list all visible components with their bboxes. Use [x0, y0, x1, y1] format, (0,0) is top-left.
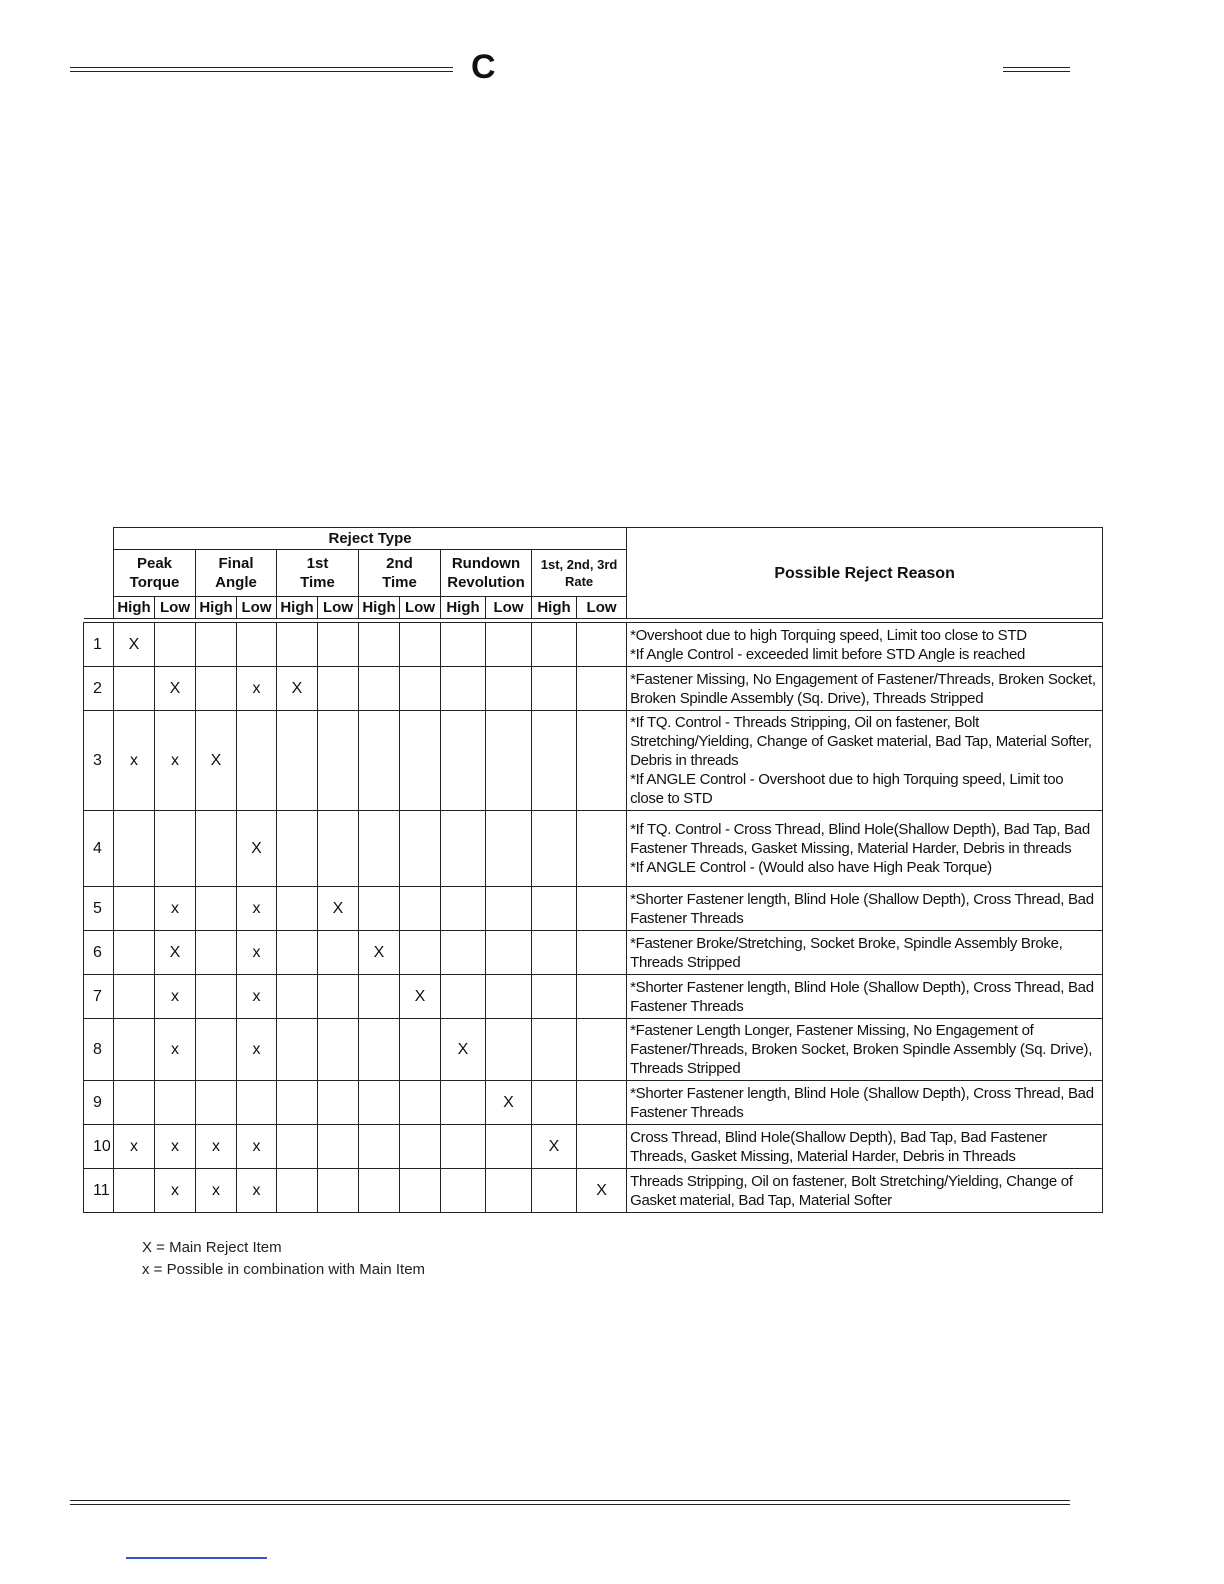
reject-mark-cell	[577, 667, 627, 711]
reject-mark-cell	[532, 975, 577, 1019]
reject-mark-cell	[277, 887, 318, 931]
sub-header-high: High	[196, 597, 237, 619]
row-number: 10	[84, 1125, 114, 1169]
reject-mark-cell	[400, 1081, 441, 1125]
reject-reason-text: *Overshoot due to high Torquing speed, Limit too close to STD *If Angle Control - exceeded limit before STD Angle is reached	[630, 626, 1027, 663]
reject-reason-text: *If TQ. Control - Cross Thread, Blind Hole(Shallow Depth), Bad Tap, Bad Fastener Threads, Gasket Missing, Material Harder, Debris in threads *If ANGLE Control - (Would also have High Peak Torque)	[630, 821, 1090, 876]
reject-reason-text: *Fastener Broke/Stretching, Socket Broke, Spindle Assembly Broke, Threads Stripped	[630, 934, 1063, 971]
sub-header-low: Low	[486, 597, 532, 619]
table-row	[84, 1081, 1103, 1125]
reject-type-header: Reject Type	[114, 528, 627, 550]
reject-mark-cell	[196, 1019, 237, 1081]
reject-reason-text: *Shorter Fastener length, Blind Hole (Shallow Depth), Cross Thread, Bad Fastener Threads	[630, 978, 1094, 1015]
reject-mark-cell: X	[114, 623, 155, 667]
reject-mark-cell: x	[114, 1125, 155, 1169]
reject-mark-cell	[532, 931, 577, 975]
reject-mark-cell: x	[237, 1169, 277, 1213]
reject-reason-cell	[627, 931, 1103, 975]
group-header: 1st Time	[277, 550, 359, 597]
reject-mark-cell	[532, 667, 577, 711]
reject-mark-cell	[196, 667, 237, 711]
sub-header-low: Low	[237, 597, 277, 619]
legend	[142, 1237, 425, 1281]
reject-mark-cell	[237, 1081, 277, 1125]
reject-reason-text: Cross Thread, Blind Hole(Shallow Depth), Bad Tap, Bad Fastener Threads, Gasket Missing, Material Harder, Debris in Threads	[630, 1128, 1047, 1165]
sub-header-high: High	[532, 597, 577, 619]
reject-mark-cell	[400, 711, 441, 811]
reject-mark-cell	[359, 623, 400, 667]
reject-mark-cell	[400, 667, 441, 711]
reject-mark-cell	[577, 711, 627, 811]
reject-mark-cell	[155, 623, 196, 667]
group-header: 1st, 2nd, 3rd Rate	[532, 550, 627, 597]
sub-header-high: High	[359, 597, 400, 619]
reject-mark-cell	[318, 711, 359, 811]
reject-mark-cell	[318, 1169, 359, 1213]
reject-mark-cell	[114, 975, 155, 1019]
reject-mark-cell: x	[196, 1169, 237, 1213]
reject-mark-cell: x	[155, 711, 196, 811]
legend-main-item: X = Main Reject Item	[142, 1239, 282, 1256]
reject-mark-cell	[277, 811, 318, 887]
header-rule-right	[1003, 67, 1070, 72]
reject-mark-cell: x	[155, 975, 196, 1019]
reject-mark-cell	[318, 667, 359, 711]
reject-mark-cell	[400, 887, 441, 931]
reject-mark-cell	[277, 1081, 318, 1125]
table-row	[84, 975, 1103, 1019]
reject-mark-cell	[277, 1125, 318, 1169]
reject-mark-cell	[441, 811, 486, 887]
reject-mark-cell	[577, 887, 627, 931]
reject-mark-cell	[441, 1125, 486, 1169]
sub-header-low: Low	[155, 597, 196, 619]
table-row	[84, 623, 1103, 667]
reject-mark-cell	[318, 623, 359, 667]
row-number: 3	[84, 711, 114, 811]
reject-mark-cell	[114, 1169, 155, 1213]
reject-mark-cell	[400, 623, 441, 667]
reject-mark-cell	[441, 623, 486, 667]
row-number: 2	[84, 667, 114, 711]
row-number: 7	[84, 975, 114, 1019]
reject-mark-cell	[277, 931, 318, 975]
reject-reason-cell	[627, 811, 1103, 887]
reject-reason-text: *Shorter Fastener length, Blind Hole (Shallow Depth), Cross Thread, Bad Fastener Threads	[630, 1084, 1094, 1121]
reject-mark-cell	[196, 931, 237, 975]
reject-mark-cell	[441, 1169, 486, 1213]
reject-mark-cell	[486, 1169, 532, 1213]
reject-mark-cell: x	[237, 931, 277, 975]
reject-mark-cell: X	[441, 1019, 486, 1081]
reject-mark-cell	[441, 1081, 486, 1125]
reject-mark-cell	[155, 811, 196, 887]
reject-mark-cell: x	[237, 667, 277, 711]
reject-mark-cell: X	[155, 931, 196, 975]
row-number: 11	[84, 1169, 114, 1213]
reject-mark-cell: x	[237, 975, 277, 1019]
reject-mark-cell: X	[277, 667, 318, 711]
reject-mark-cell	[277, 623, 318, 667]
reject-reason-text: *Fastener Missing, No Engagement of Fastener/Threads, Broken Socket, Broken Spindle Assembly (Sq. Drive), Threads Stripped	[630, 670, 1096, 707]
reject-mark-cell: x	[155, 1169, 196, 1213]
reject-mark-cell	[359, 811, 400, 887]
reject-mark-cell	[359, 1125, 400, 1169]
reject-mark-cell	[486, 623, 532, 667]
reject-reason-text: Threads Stripping, Oil on fastener, Bolt Stretching/Yielding, Change of Gasket material, Bad Tap, Material Softer	[630, 1172, 1073, 1209]
reject-mark-cell: X	[237, 811, 277, 887]
header-rule-left	[70, 67, 453, 72]
reject-mark-cell	[441, 667, 486, 711]
reject-reason-text: *Shorter Fastener length, Blind Hole (Shallow Depth), Cross Thread, Bad Fastener Threads	[630, 890, 1094, 927]
row-number: 8	[84, 1019, 114, 1081]
reject-mark-cell	[196, 1081, 237, 1125]
reject-mark-cell	[318, 1019, 359, 1081]
table-row	[84, 667, 1103, 711]
reject-mark-cell	[196, 975, 237, 1019]
reject-mark-cell: X	[577, 1169, 627, 1213]
reject-mark-cell	[486, 667, 532, 711]
reject-mark-cell	[359, 1169, 400, 1213]
reject-mark-cell	[359, 667, 400, 711]
reject-mark-cell	[318, 1081, 359, 1125]
reject-mark-cell	[577, 811, 627, 887]
reject-reason-cell	[627, 623, 1103, 667]
reject-mark-cell: X	[318, 887, 359, 931]
reject-mark-cell	[532, 887, 577, 931]
reject-mark-cell	[486, 975, 532, 1019]
reject-mark-cell	[400, 1169, 441, 1213]
group-header: Rundown Revolution	[441, 550, 532, 597]
reject-reason-cell	[627, 1125, 1103, 1169]
reject-mark-cell	[400, 931, 441, 975]
reject-mark-cell	[486, 931, 532, 975]
row-number: 5	[84, 887, 114, 931]
reject-mark-cell	[114, 1081, 155, 1125]
table-row	[84, 711, 1103, 811]
reject-mark-cell: X	[532, 1125, 577, 1169]
reject-mark-cell	[196, 887, 237, 931]
legend-possible-item: x = Possible in combination with Main Item	[142, 1261, 426, 1278]
reject-mark-cell: x	[237, 1125, 277, 1169]
reject-mark-cell	[486, 1019, 532, 1081]
reject-mark-cell	[486, 811, 532, 887]
reject-mark-cell	[155, 1081, 196, 1125]
reject-reason-cell	[627, 711, 1103, 811]
reject-mark-cell: x	[237, 1019, 277, 1081]
reject-reason-text: *If TQ. Control - Threads Stripping, Oil on fastener, Bolt Stretching/Yielding, Change of Gasket material, Bad Tap, Material Softer, Debris in threads *If ANGLE Control - Overshoot due to high Torquing speed, Limit too close to STD	[630, 714, 1092, 807]
reject-mark-cell: X	[196, 711, 237, 811]
reject-mark-cell	[532, 1019, 577, 1081]
reject-mark-cell	[441, 975, 486, 1019]
reject-mark-cell: x	[155, 1125, 196, 1169]
reject-mark-cell	[577, 1125, 627, 1169]
reject-reason-cell	[627, 1169, 1103, 1213]
reject-reason-cell	[627, 975, 1103, 1019]
reject-mark-cell	[441, 931, 486, 975]
table-row	[84, 811, 1103, 887]
reject-mark-cell	[400, 811, 441, 887]
reject-mark-cell	[359, 1019, 400, 1081]
reject-mark-cell	[532, 811, 577, 887]
reject-mark-cell	[237, 623, 277, 667]
sub-header-low: Low	[400, 597, 441, 619]
reject-mark-cell	[114, 887, 155, 931]
reject-reason-cell	[627, 667, 1103, 711]
sub-header-high: High	[441, 597, 486, 619]
sub-header-low: Low	[577, 597, 627, 619]
table-row	[84, 1169, 1103, 1213]
reject-mark-cell	[318, 811, 359, 887]
corner-cell	[84, 528, 114, 619]
reject-mark-cell	[277, 1019, 318, 1081]
table-row	[84, 887, 1103, 931]
reject-mark-cell: x	[114, 711, 155, 811]
reject-mark-cell	[196, 623, 237, 667]
reject-mark-cell	[359, 1081, 400, 1125]
reject-mark-cell	[577, 931, 627, 975]
reject-mark-cell: X	[155, 667, 196, 711]
footer-rule	[70, 1500, 1070, 1505]
reject-mark-cell	[577, 975, 627, 1019]
reject-mark-cell: X	[486, 1081, 532, 1125]
group-header: Final Angle	[196, 550, 277, 597]
reject-mark-cell	[277, 975, 318, 1019]
reject-reason-cell	[627, 1019, 1103, 1081]
sub-header-high: High	[114, 597, 155, 619]
reject-reason-cell	[627, 887, 1103, 931]
reject-mark-cell	[359, 975, 400, 1019]
reject-mark-cell	[318, 1125, 359, 1169]
reject-mark-cell	[359, 711, 400, 811]
reject-table-container	[83, 527, 1102, 1213]
reject-mark-cell	[400, 1019, 441, 1081]
possible-reject-reason-header: Possible Reject Reason	[627, 528, 1103, 619]
reject-mark-cell	[318, 975, 359, 1019]
row-number: 1	[84, 623, 114, 667]
sub-header-high: High	[277, 597, 318, 619]
reject-mark-cell	[114, 811, 155, 887]
reject-mark-cell	[196, 811, 237, 887]
row-number: 9	[84, 1081, 114, 1125]
reject-mark-cell	[486, 1125, 532, 1169]
reject-mark-cell	[114, 1019, 155, 1081]
reject-mark-cell	[577, 1081, 627, 1125]
header-logo: C	[471, 48, 496, 86]
reject-mark-cell	[400, 1125, 441, 1169]
reject-mark-cell	[114, 667, 155, 711]
reject-mark-cell	[359, 887, 400, 931]
table-row	[84, 931, 1103, 975]
row-number: 4	[84, 811, 114, 887]
footer-link-underline[interactable]	[126, 1557, 267, 1559]
reject-reason-cell	[627, 1081, 1103, 1125]
reject-reason-text: *Fastener Length Longer, Fastener Missing, No Engagement of Fastener/Threads, Broken Socket, Broken Spindle Assembly (Sq. Drive), Threads Stripped	[630, 1022, 1093, 1077]
row-number: 6	[84, 931, 114, 975]
reject-mark-cell: x	[155, 1019, 196, 1081]
reject-type-table	[83, 527, 1103, 1213]
reject-mark-cell	[277, 711, 318, 811]
reject-mark-cell	[277, 1169, 318, 1213]
reject-mark-cell: X	[400, 975, 441, 1019]
reject-mark-cell	[318, 931, 359, 975]
group-header: Peak Torque	[114, 550, 196, 597]
reject-mark-cell	[532, 711, 577, 811]
table-row	[84, 1125, 1103, 1169]
reject-mark-cell	[532, 1169, 577, 1213]
reject-mark-cell: X	[359, 931, 400, 975]
reject-mark-cell: x	[237, 887, 277, 931]
reject-mark-cell	[486, 711, 532, 811]
reject-mark-cell	[486, 887, 532, 931]
reject-mark-cell	[532, 1081, 577, 1125]
reject-mark-cell	[532, 623, 577, 667]
reject-mark-cell	[577, 1019, 627, 1081]
group-header: 2nd Time	[359, 550, 441, 597]
reject-mark-cell: x	[155, 887, 196, 931]
sub-header-low: Low	[318, 597, 359, 619]
reject-mark-cell	[441, 711, 486, 811]
reject-mark-cell	[441, 887, 486, 931]
reject-mark-cell: x	[196, 1125, 237, 1169]
reject-mark-cell	[577, 623, 627, 667]
table-row	[84, 1019, 1103, 1081]
reject-mark-cell	[114, 931, 155, 975]
reject-mark-cell	[237, 711, 277, 811]
